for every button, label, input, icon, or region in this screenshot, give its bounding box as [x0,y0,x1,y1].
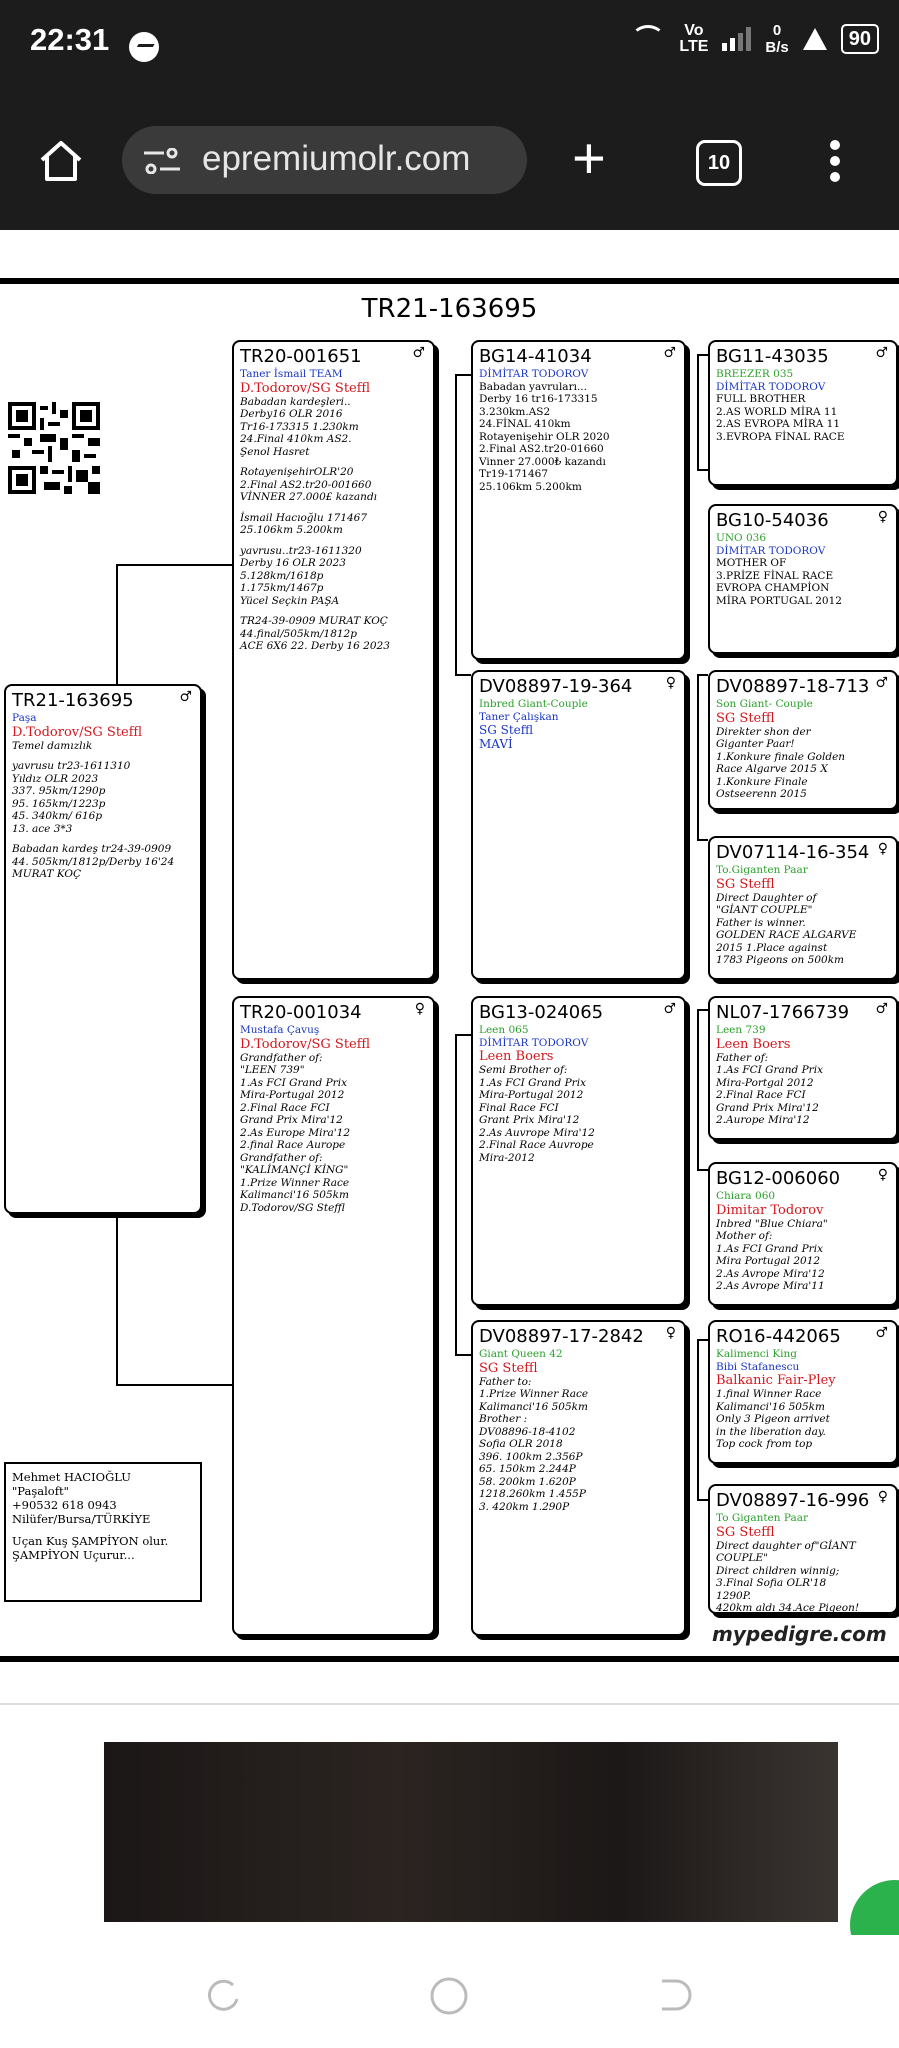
note-line: 25.106km 5.200km [479,480,582,493]
connector [697,1339,699,1499]
note-line: SG Steffl [479,723,534,737]
note-line: ACE 6X6 22. Derby 16 2023 [240,640,390,652]
ring-number: TR21-163695 [12,690,134,711]
note-line: TR24-39-0909 MURAT KOÇ [240,615,388,627]
note-line: MAVİ [479,737,513,751]
pigeon-name: Inbred Giant-Couple [479,698,588,710]
note-line: yavrusu..tr23-1611320 [240,544,362,557]
note-line: FULL BROTHER [716,393,806,405]
note-line: 2.Aurope Mira'12 [716,1114,810,1126]
pigeon-name: Mustafa Çavuş [240,1024,320,1036]
note-line: "LEEN 739" [240,1064,305,1076]
note-line: 25.106km 5.200km [240,524,343,536]
messenger-icon [129,32,159,62]
speed-unit: B/s [765,39,789,56]
note-line: ŞAMPİYON Uçurur... [12,1548,135,1562]
note-line: Direct children winnig; [716,1564,840,1577]
note-line: Babadan kardeş tr24-39-0909 [12,843,172,855]
ring-number: DV08897-18-713 [716,676,870,697]
note-line: EVROPA CHAMPİON [716,582,830,594]
breeder-name: SG Steffl [716,710,775,726]
note-line: COUPLE" [716,1552,769,1564]
note-line: Only 3 Pigeon arrivet [716,1413,830,1425]
pigeon-notes [716,557,890,607]
note-line: 420km aldı 34.Ace Pigeon! [716,1602,860,1614]
female-icon: ♀ [414,1001,425,1017]
note-line: Vinner 27.000₺ kazandı [479,455,606,468]
note-line: Ostseerenn 2015 [716,788,807,800]
note-line: 2.Final AS2.tr20-01660 [479,443,604,455]
note-line: "Paşaloft" [12,1484,69,1498]
breeder-name: Dimitar Todorov [716,1202,824,1218]
breeder-name: D.Todorov/SG Steffl [240,380,371,396]
male-icon: ♂ [412,345,425,361]
note-line: D.Todorov/SG Steffl [240,1201,345,1214]
female-icon: ♀ [877,841,888,857]
note-line: Direct daughter of"GİANT [716,1539,856,1552]
network-speed [765,22,788,56]
note-line: 1.final Winner Race [716,1388,822,1400]
note-line [240,607,427,615]
connector [697,1499,708,1501]
pedigree-sheet [0,278,899,1662]
note-line: Mira-Portugal 2012 [240,1089,345,1101]
connector [116,1384,232,1386]
note-line: 2.final Race Aurope [240,1139,346,1151]
note-line: RotayenişehirOLR'20 [240,466,354,478]
breeder-name: DİMİTAR TODOROV [716,544,826,557]
note-line: MİRA PORTUGAL 2012 [716,594,842,607]
note-line: 2.Final Race FCI [716,1089,806,1101]
note-line: in the liberation day. [716,1425,826,1438]
connector [697,674,708,676]
owner-name: Balkanic Fair-Pley [716,1373,836,1388]
note-line [12,835,194,843]
connector [697,354,708,356]
note-line: 2.As Auvrope Mira'12 [479,1126,595,1139]
pigeon-notes [12,740,194,881]
note-line: 1.As FCI Grand Prix [716,1064,823,1076]
address-bar[interactable] [122,126,527,194]
note-line: 3.Final Sofia OLR'18 [716,1577,827,1589]
connector [455,1034,457,1354]
pedigree-card-sdd[interactable] [708,836,898,980]
pigeon-name: Son Giant- Couple [716,698,813,710]
breeder-name: SG Steffl [716,876,775,892]
male-icon: ♂ [663,1001,676,1017]
note-line: 65. 150km 2.244P [479,1463,576,1475]
note-line: Father is winner. [716,916,806,929]
warning-icon [803,28,827,50]
note-line: Father to: [479,1375,532,1388]
tab-switcher-button[interactable]: 10 [696,140,742,186]
note-line: Grant Prix Mira'12 [479,1114,580,1126]
breeder-name: SG Steffl [716,1524,775,1540]
brand-footer: mypedigre.com [712,1622,887,1646]
note-line: MURAT KOÇ [12,868,82,880]
pigeon-name: DİMİTAR TODOROV [479,368,589,380]
pigeon-notes [240,1052,427,1215]
pigeon-notes [240,396,427,653]
ring-number: TR20-001651 [240,346,362,367]
note-line: 1.175km/1467p [240,582,324,594]
pedigree-card-dds[interactable] [708,1320,898,1464]
pedigree-card-sds[interactable] [708,670,898,810]
note-line: 2.As Avrope Mira'12 [716,1267,825,1280]
note-line: Uçan Kuş ŞAMPİYON olur. [12,1534,169,1548]
note-line: yavrusu tr23-1611310 [12,760,131,772]
back-icon[interactable] [654,1975,694,2015]
connector [697,1009,699,1169]
pigeon-notes [479,1376,678,1514]
new-tab-icon[interactable]: + [572,126,606,191]
pigeon-notes [716,1218,890,1293]
system-nav-bar [0,1935,899,2048]
male-icon: ♂ [663,345,676,361]
note-line: 44. 505km/1812p/Derby 16'24 [12,855,175,868]
note-line: Yücel Seçkin PAŞA [240,594,340,607]
note-line: 1.As FCI Grand Prix [479,1076,586,1089]
note-line: Grand Prix Mira'12 [716,1101,819,1114]
breeder-name: DİMİTAR TODOROV [479,1036,589,1049]
note-line: 3.230km.AS2 [479,405,551,418]
note-line: Race Algarve 2015 X [716,763,828,775]
connector [455,1034,471,1036]
male-icon: ♂ [179,689,192,705]
note-line: Rotayenişehir OLR 2020 [479,430,610,443]
pigeon-name: Leen 739 [716,1024,766,1036]
status-time: 22:31 [30,22,110,57]
note-line [12,752,194,760]
recents-icon[interactable] [203,1975,243,2015]
note-line [240,458,427,466]
ring-number: BG12-006060 [716,1168,841,1189]
note-line: 13. ace 3*3 [12,822,73,835]
breeder-name: D.Todorov/SG Steffl [12,724,143,740]
note-line: Şenol Hasret [240,445,310,458]
note-line: 2.AS WORLD MİRA 11 [716,405,838,418]
breeder-name: DİMİTAR TODOROV [716,380,826,393]
connector [697,1339,708,1341]
note-line: Tr19-171467 [479,468,549,480]
note-line: Derby 16 OLR 2023 [240,557,346,569]
note-line: "GİANT COUPLE" [716,904,813,916]
note-line: VİNNER 27.000£ kazandı [240,491,378,503]
ring-number: BG11-43035 [716,346,829,367]
ring-number: BG14-41034 [479,346,592,367]
note-line: 1218.260km 1.455P [479,1488,586,1500]
network-type [679,23,708,55]
status-indicators [631,22,879,56]
note-line: Top cock from top [716,1438,813,1450]
signal-icon [722,27,751,51]
connector [697,354,699,469]
female-icon: ♀ [877,1489,888,1505]
connector [697,469,708,471]
male-icon: ♂ [875,345,888,361]
note-line: 1.Konkure finale Golden [716,750,846,763]
note-line: Nilüfer/Bursa/TÜRKİYE [12,1512,151,1526]
breeder-name: Bibi Stafanescu [716,1360,800,1373]
ring-number: TR20-001034 [240,1002,362,1023]
pigeon-name: To Giganten Paar [716,1512,809,1524]
url-text[interactable]: epremiumolr.com [202,139,471,178]
pedigree-card-dam-dam[interactable] [471,1320,686,1636]
note-line: 5.128km/1618p [240,569,324,582]
connector [697,1009,708,1011]
note-line: Sofia OLR 2018 [479,1438,563,1450]
pigeon-name: Kalimenci King [716,1348,798,1360]
pigeon-name: Paşa [12,712,37,724]
pigeon-notes [479,723,678,751]
note-line: Mother of: [716,1230,773,1242]
speed-value: 0 [772,22,782,39]
pigeon-name: To.Giganten Paar [716,864,808,876]
pigeon-notes [716,892,890,967]
note-line: Mehmet HACIOĞLU [12,1470,131,1484]
note-line: GOLDEN RACE ALGARVE [716,929,857,941]
note-line: MOTHER OF [716,557,787,569]
pigeon-notes [479,381,678,494]
pedigree-title: TR21-163695 [361,294,538,324]
site-settings-icon[interactable] [142,148,182,174]
note-line: 2.As Europe Mira'12 [240,1126,351,1139]
pigeon-name: UNO 036 [716,532,767,544]
note-line: 2.Final Race FCI [240,1101,330,1114]
male-icon: ♂ [875,675,888,691]
note-line: Final Race FCI [479,1101,559,1114]
pigeon-notes [716,726,890,801]
note-line: 1783 Pigeons on 500km [716,954,845,966]
note-line: Direct Daughter of [716,891,817,904]
pigeon-notes [716,1052,890,1127]
note-line [240,537,427,545]
note-line: 95. 165km/1223p [12,797,106,810]
breeder-name: D.Todorov/SG Steffl [240,1036,371,1052]
female-icon: ♀ [877,509,888,525]
pedigree-card-dsd[interactable] [708,1162,898,1306]
note-line: DV08896-18-4102 [479,1425,576,1438]
ring-number: DV07114-16-354 [716,842,870,863]
pedigree-card-ddd[interactable] [708,1484,898,1614]
browser-toolbar [0,90,899,230]
note-line: 3.PRİZE FİNAL RACE [716,569,834,582]
battery-icon: 90 [841,24,879,54]
owner-name: Leen Boers [479,1049,554,1064]
note-line: 3.EVROPA FİNAL RACE [716,430,845,443]
pigeon-notes [479,1064,678,1164]
note-line: 24.Final 410km AS2. [240,433,352,445]
note-line: Derby 16 tr16-173315 [479,393,598,405]
note-line: 337. 95km/1290p [12,785,106,797]
pedigree-card-dam-sire[interactable] [471,996,686,1306]
note-line [240,504,427,512]
more-vert-icon[interactable] [830,140,840,188]
pedigree-card-ssd[interactable] [708,504,898,654]
note-line: 58. 200km 1.620P [479,1475,576,1488]
ring-number: RO16-442065 [716,1326,841,1347]
note-line: 1.Prize Winner Race [479,1388,589,1400]
note-line [12,1526,194,1534]
pedigree-card-sire[interactable] [232,340,435,980]
note-line: Mira-2012 [479,1151,535,1164]
pigeon-notes [716,1388,890,1451]
note-line: Babadan yavruları... [479,380,587,393]
network-volte: Vo [684,22,704,39]
note-line: Mira-Portgal 2012 [716,1076,814,1089]
note-line: Semi Brother of: [479,1064,568,1076]
male-icon: ♂ [875,1001,888,1017]
pedigree-card-dss[interactable] [708,996,898,1140]
home-nav-icon[interactable] [428,1975,470,2017]
note-line: 2.As Avrope Mira'11 [716,1280,825,1292]
note-line: Grandfather of: [240,1151,323,1164]
note-line: 2.AS EVROPA MİRA 11 [716,418,841,430]
note-line: 44.final/505km/1812p [240,627,357,640]
pigeon-name: Chiara 060 [716,1190,776,1202]
note-line: 1.As FCI Grand Prix [240,1076,347,1089]
female-icon: ♀ [877,1167,888,1183]
qr-code [8,402,100,494]
home-icon[interactable] [38,138,84,184]
connector [455,1354,471,1356]
connector [455,374,457,674]
ring-number: DV08897-17-2842 [479,1326,644,1347]
page-divider [0,1703,899,1705]
note-line: Mira-Portugal 2012 [479,1089,584,1101]
pigeon-name: BREEZER 035 [716,368,794,380]
connector [116,564,232,566]
pedigree-card-sss[interactable] [708,340,898,486]
note-line: Grand Prix Mira'12 [240,1114,343,1126]
note-line: Tr16-173315 1.230km [240,420,359,433]
media-preview[interactable] [104,1742,838,1922]
pigeon-name: Giant Queen 42 [479,1348,563,1360]
pedigree-card-sire-dam[interactable] [471,670,686,980]
owner-info-box [4,1462,202,1602]
note-line: 1.As FCI Grand Prix [716,1242,823,1255]
pedigree-card-subject[interactable] [4,684,202,1214]
note-line: 2.Final AS2.tr20-001660 [240,478,372,491]
breeder-name: SG Steffl [479,1360,538,1376]
note-line: Derby16 OLR 2016 [240,408,343,420]
pigeon-notes [716,1540,890,1615]
note-line: 396. 100km 2.356P [479,1450,583,1463]
note-line: 3. 420km 1.290P [479,1500,570,1513]
note-line: Babadan kardeşleri.. [240,395,351,408]
note-line: Mira Portugal 2012 [716,1255,821,1267]
pigeon-name: Taner İsmail TEAM [240,368,343,380]
note-line: 1.Prize Winner Race [240,1176,350,1189]
note-line: +90532 618 0943 [12,1498,117,1512]
note-line: Grandfather of: [240,1051,323,1064]
note-line: Inbred "Blue Chiara" [716,1217,828,1230]
pigeon-name: Leen 065 [479,1024,529,1036]
ring-number: BG10-54036 [716,510,829,531]
note-line: Temel damızlık [12,739,93,752]
note-line: Kalimanci'16 505km [716,1400,825,1413]
pigeon-notes [716,393,890,443]
connector [455,374,471,376]
note-line: Kalimanci'16 505km [240,1189,349,1201]
note-line: 2.Final Race Auvrope [479,1139,594,1151]
note-line: İsmail Hacıoğlu 171467 [240,511,368,524]
status-bar [0,0,899,90]
note-line: Direkter shon der [716,725,811,738]
connector [455,674,471,676]
note-line: 24.FİNAL 410km [479,418,571,430]
wifi-icon [631,25,665,53]
note-line: 1.Konkure Finale [716,775,808,788]
note-line: Yıldız OLR 2023 [12,772,99,785]
breeder-name: Taner Çalışkan [479,710,559,723]
pedigree-card-sire-sire[interactable] [471,340,686,660]
female-icon: ♀ [665,1325,676,1341]
connector [697,1169,708,1171]
female-icon: ♀ [665,675,676,691]
ring-number: BG13-024065 [479,1002,604,1023]
ring-number: DV08897-19-364 [479,676,633,697]
note-line: Kalimanci'16 505km [479,1400,588,1413]
note-line: 1290P. [716,1589,751,1602]
note-line: Father of: [716,1051,769,1064]
network-lte: LTE [679,38,709,55]
note-line: 2015 1.Place against [716,941,828,954]
breeder-name: Leen Boers [716,1036,791,1052]
note-line: 45. 340km/ 616p [12,810,103,822]
ring-number: DV08897-16-996 [716,1490,870,1511]
connector [697,839,708,841]
male-icon: ♂ [875,1325,888,1341]
note-line: "KALİMANÇİ KİNG" [240,1164,349,1176]
ring-number: NL07-1766739 [716,1002,850,1023]
note-line: Brother : [479,1413,528,1425]
connector [697,674,699,839]
note-line: Giganter Paar! [716,738,795,750]
pedigree-card-dam[interactable] [232,996,435,1636]
